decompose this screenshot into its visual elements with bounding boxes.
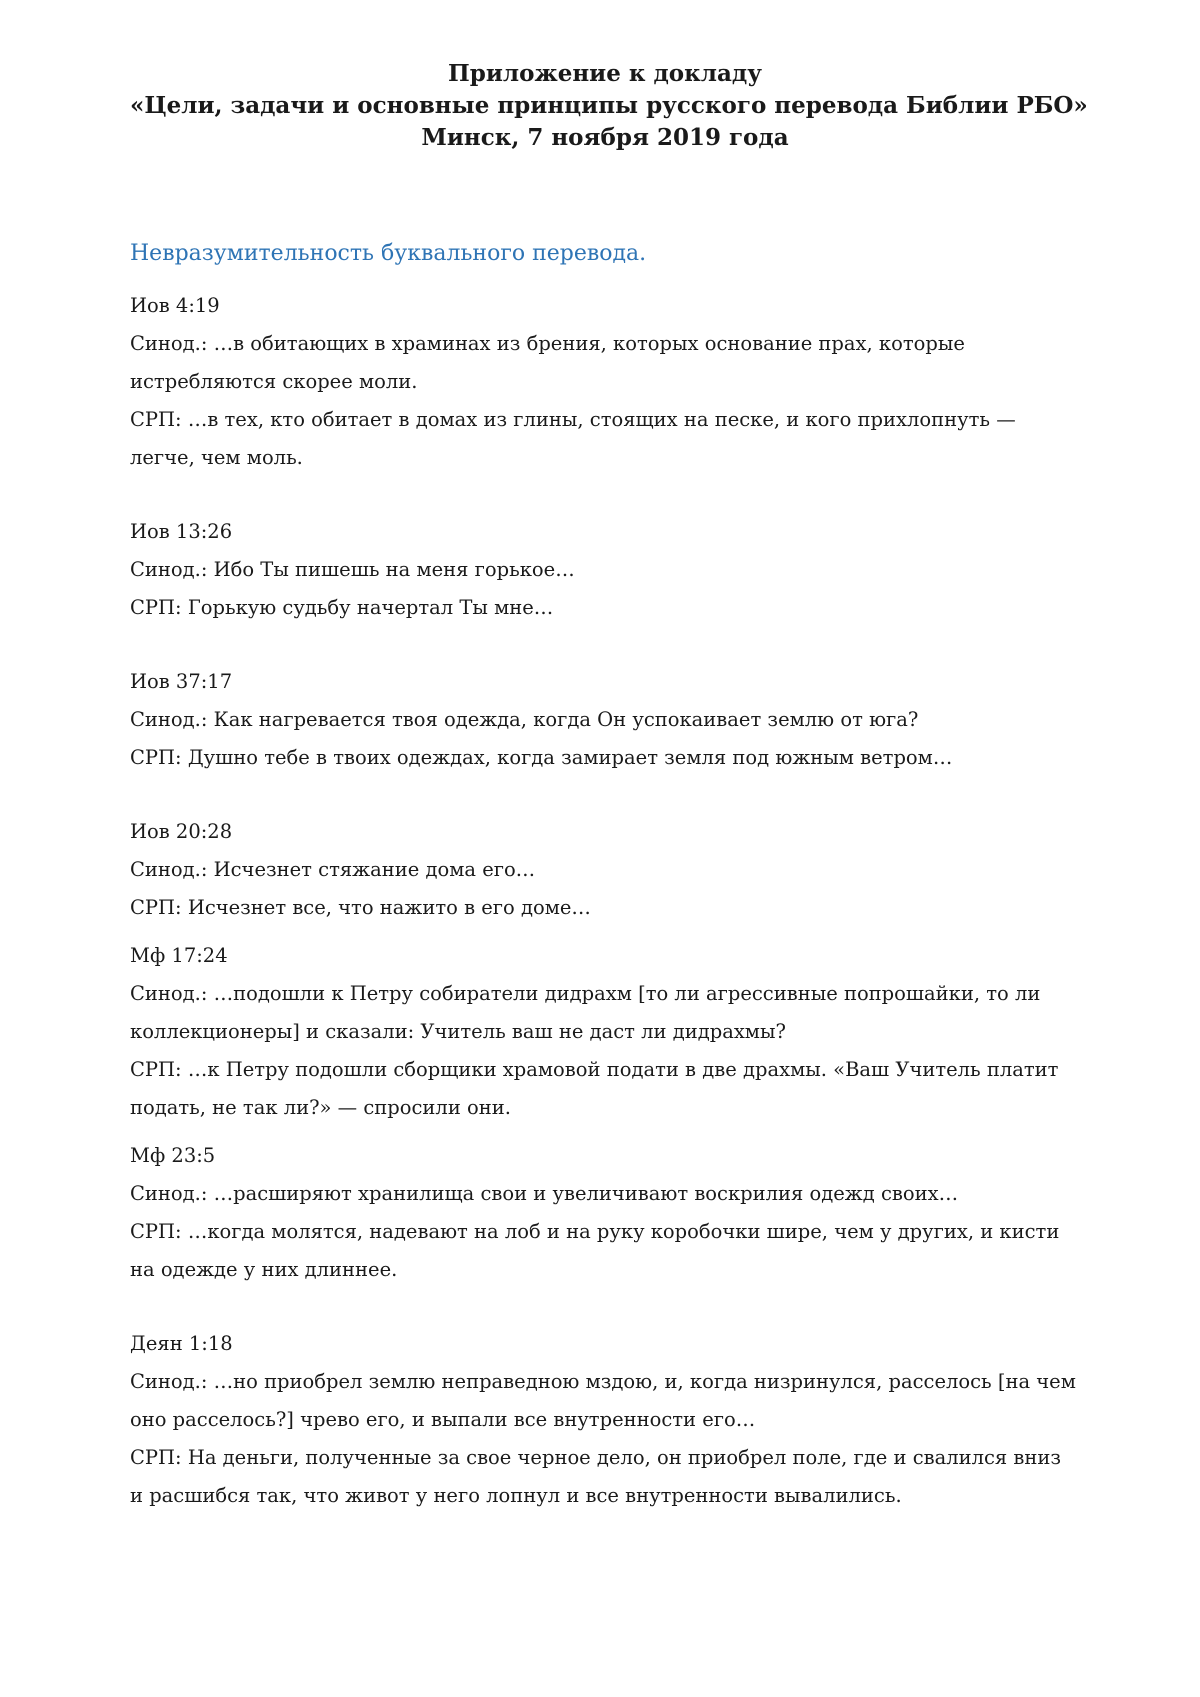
header-line-2: «Цели, задачи и основные принципы русского перевода Библии РБО»	[130, 92, 1088, 119]
entry-job-37-17	[130, 663, 1080, 777]
entry-srp-text: СРП: Горькую судьбу начертал Ты мне…	[130, 596, 554, 619]
entry-reference: Деян 1:18	[130, 1332, 233, 1355]
entry-reference: Иов 13:26	[130, 520, 233, 543]
header-line-1: Приложение к докладу	[448, 60, 762, 87]
entry-reference: Мф 17:24	[130, 944, 228, 967]
entry-reference: Иов 20:28	[130, 820, 233, 843]
entry-job-20-28	[130, 813, 1080, 927]
entry-srp-text: СРП: …к Петру подошли сборщики храмовой подати в две драхмы. «Ваш Учитель платит подать, не так ли?» — спросили они.	[130, 1058, 1059, 1119]
entry-synodal-text: Синод.: Ибо Ты пишешь на меня горькое…	[130, 558, 575, 581]
entry-matthew-17-24	[130, 937, 1080, 1127]
entry-synodal-text: Синод.: …в обитающих в храминах из брения, которых основание прах, которые истребляются скорее моли.	[130, 332, 965, 393]
entry-reference: Иов 37:17	[130, 670, 233, 693]
entry-reference: Мф 23:5	[130, 1144, 216, 1167]
entry-reference: Иов 4:19	[130, 294, 220, 317]
entry-synodal-text: Синод.: Исчезнет стяжание дома его…	[130, 858, 536, 881]
entry-synodal-text: Синод.: …расширяют хранилища свои и увеличивают воскрилия одежд своих…	[130, 1182, 959, 1205]
entry-srp-text: СРП: …когда молятся, надевают на лоб и на руку коробочки шире, чем у других, и кисти на одежде у них длиннее.	[130, 1220, 1060, 1281]
entry-matthew-23-5	[130, 1137, 1080, 1289]
entry-job-4-19	[130, 287, 1080, 477]
entry-acts-1-18	[130, 1325, 1080, 1515]
header-line-3: Минск, 7 ноября 2019 года	[421, 124, 789, 151]
entry-synodal-text: Синод.: …но приобрел землю неправедною мздою, и, когда низринулся, расселось [на чем оно расселось?] чрево его, и выпали все внутренности его…	[130, 1370, 1076, 1431]
entry-synodal-text: Синод.: …подошли к Петру собиратели дидрахм [то ли агрессивные попрошайки, то ли коллекционеры] и сказали: Учитель ваш не даст ли дидрахмы?	[130, 982, 1041, 1043]
entry-srp-text: СРП: …в тех, кто обитает в домах из глины, стоящих на песке, и кого прихлопнуть — легче, чем моль.	[130, 408, 1016, 469]
section-title: Невразумительность буквального перевода.	[130, 241, 647, 266]
entry-synodal-text: Синод.: Как нагревается твоя одежда, когда Он успокаивает землю от юга?	[130, 708, 919, 731]
entry-srp-text: СРП: Душно тебе в твоих одеждах, когда замирает земля под южным ветром…	[130, 746, 953, 769]
entry-srp-text: СРП: На деньги, полученные за свое черное дело, он приобрел поле, где и свалился вниз и расшибся так, что живот у него лопнул и все внутренности вывалились.	[130, 1446, 1062, 1507]
entry-srp-text: СРП: Исчезнет все, что нажито в его доме…	[130, 896, 591, 919]
entry-job-13-26	[130, 513, 1080, 627]
document-header	[130, 58, 1088, 154]
